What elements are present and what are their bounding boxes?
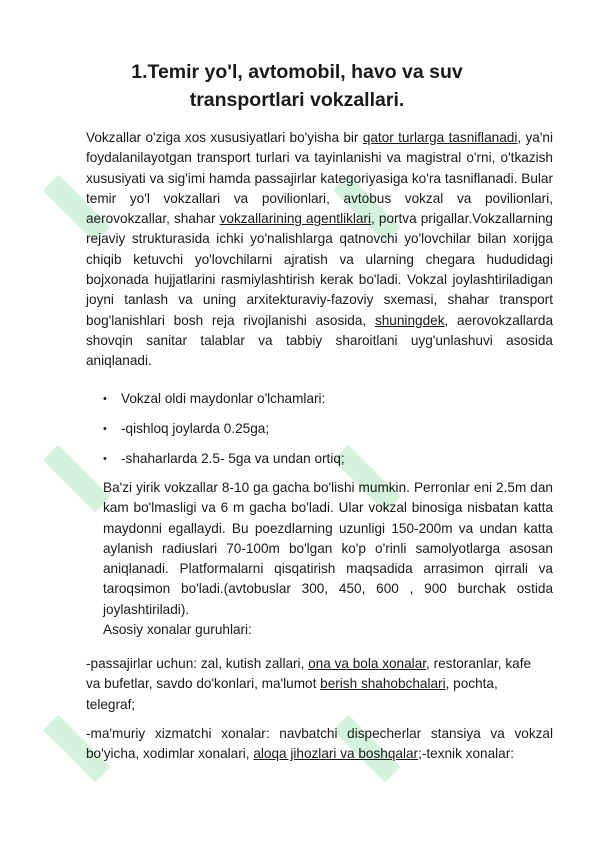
list-item: • -shaharlarda 2.5- 5ga va undan ortiq; [103,451,345,466]
intro-paragraph: Vokzallar o'ziga xos xususiyatlari bo'yisha bir qator turlarga tasniflanadi, ya'ni foydalanilayotgan transport turlari va tayinlanishi va magistral o'rni, o'tkazish xususiyati va sig'imi hamda passajirlar kategoriyasiga ko'ra tasniflanadi. Bular temir yo'l vokzallari va povilionlari, avtobus vokzal va povilionlari, aerovokzallar, shahar vokzallarining agentliklari, portva prigallar.Vokzallarning rejaviy strukturasida ichki yo'nalishlarga qatnovchi yo'lovchilar bilan xorijga chiqib ketuvchi yo'lovchilarni ajratish va ularning chegara hududidagi bojxonada hujjatlarini rasmiylashtirish kerak bo'ladi. Vokzal joylashtiriladigan joyni tanlash va uning arxitekturaviy-fazoviy sxemasi, shahar transport bog'lanishlari bosh reja rivojlanishi asosida, shuningdek, aerovokzallarda shovqin sanitar talablar va tabbiy sharoitlani uyg'unlashuvi asosida aniqlanadi. [86,130,553,369]
link-aloqa-jihozlari[interactable]: aloqa jihozlari va boshqalar [253,746,419,762]
indented-paragraph: Ba'zi yirik vokzallar 8-10 ga gacha bo'lishi mumkin. Perronlar eni 2.5m dan kam bo'lmasligi va 6 m gacha bo'ladi. Ular vokzal binosiga nisbatan katta maydonni egallaydi. Bu poezdlarning uzunligi 150-200m va undan katta aylanish radiuslari 70-100m bo'lgan ko'p o'rinli samolyotlarga asosan aniqlanadi. Platformalarni qisqatirish maqsadida arrasimon qirrali va taroqsimon bo'ladi.(avtobuslar 300, 450, 600 , 900 burchak ostida joylashtiriladi). Asosiy xonalar guruhlari: [103,480,553,638]
passenger-rooms-paragraph: -passajirlar uchun: zal, kutish zallari, ona va bola xonalar, restoranlar, kafe va bufetlar, savdo do'konlari, ma'lumot berish shahobchalari, pochta, telegraf; [86,656,532,712]
link-vokzallarining-agentliklari[interactable]: vokzallarining agentliklari [219,211,372,227]
link-qator-turlarga[interactable]: qator turlarga tasniflanadi [362,130,518,145]
bullet-list [103,389,553,479]
admin-rooms-paragraph: -ma'muriy xizmatchi xonalar: navbatchi dispecherlar stansiya va vokzal bo'yicha, xodimlar xonalari, aloqa jihozlari va boshqalar;-texnik xonalar: [86,726,553,762]
list-item: • -qishloq joylarda 0.25ga; [103,421,270,436]
page-title: 1.Temir yo'l, avtomobil, havo va suv transportlari vokzallari. [131,61,463,111]
link-shuningdek[interactable]: shuningdek [374,312,445,328]
list-item: • Vokzal oldi maydonlar o'lchamlari: [103,391,326,406]
link-ona-va-bola[interactable]: ona va bola xonalar [308,656,427,671]
link-berish-shahobchalari[interactable]: berish shahobchalari [320,676,446,692]
